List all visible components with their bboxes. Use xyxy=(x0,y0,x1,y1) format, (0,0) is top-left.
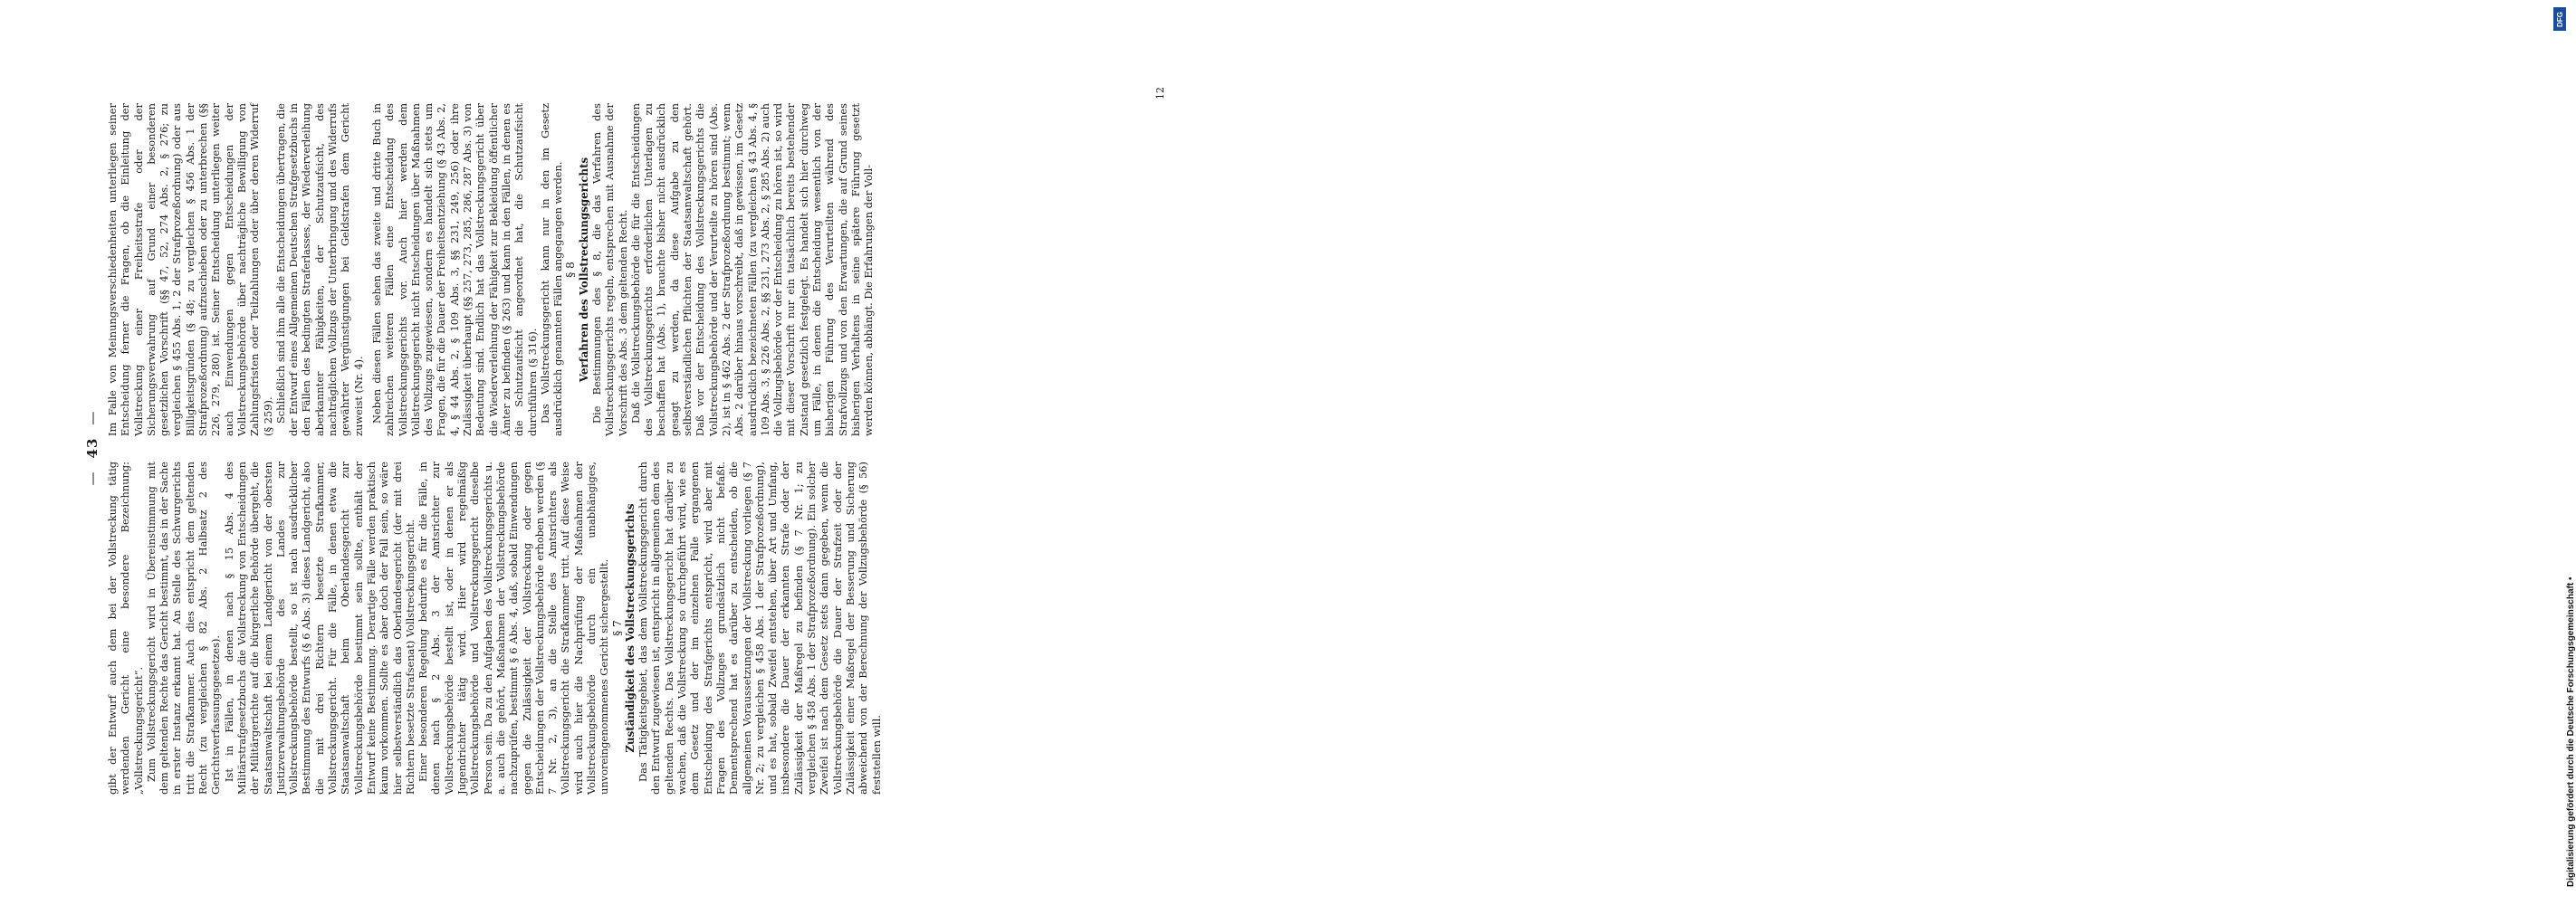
paragraph: Daß die Vollstreckungsbehörde die für die Entscheidungen des Vollstreckungsgerichts erforderlichen Unterlagen zu beschaffen hat (Abs. 1), brauchte bisher nicht ausdrücklich gesagt zu werden, da diese Aufgabe zu den selbstverständlichen Pflichten der Staatsanwaltschaft gehört. Daß vor der Entscheidung des Vollstreckungsgerichts die Vollstreckungsbehörde und der Verurteilte zu hören sind (Abs. 2), ist in § 462 Abs. 2 der Strafprozeßordnung bestimmt; wenn Abs. 2 darüber hinaus vorschreibt, daß in gewissen, im Gesetz ausdrücklich bezeichneten Fällen (zu vergleichen § 43 Abs. 4, § 109 Abs. 3, § 226 Abs. 2, §§ 231, 273 Abs. 2, § 285 Abs. 2) auch die Vollzugsbehörde vor der Entscheidung zu hören ist, so wird mit dieser Vorschrift nur ein tatsächlich bereits bestehender Zustand gesetzlich festgelegt. Es handelt sich hier durchweg um Fälle, in denen die Entscheidung wesentlich von der bisherigen Führung des Verurteilten während des Strafvollzugs und von den Erwartungen, die auf Grund seines bisherigen Verhaltens in seine spätere Führung gesetzt werden können, abhängt. Die Erfahrungen der Voll- xyxy=(628,103,876,436)
paragraph: Einer besonderen Regelung bedurfte es für die Fälle, in denen nach § 2 Abs. 3 der Amtsrichter zur Vollstreckungsbehörde bestellt ist, oder in denen er als Jugendrichter tätig wird. Hier wird regelmäßig Vollstreckungsbehörde und Vollstreckungsgericht dieselbe Person sein. Da zu den Aufgaben des Vollstreckungsgerichts u. a. auch die gehört, Maßnahmen der Vollstreckungsbehörde nachzuprüfen, bestimmt § 6 Abs. 4, daß, sobald Einwendungen gegen die Zulässigkeit der Vollstreckung oder gegen Entscheidungen der Vollstreckungsbehörde erhoben werden (§ 7 Nr. 2, 3), an die Stelle des Amtsrichters als Vollstreckungsgericht die Strafkammer tritt. Auf diese Weise wird auch hier die Nachprüfung der Maßnahmen der Vollstreckungsbehörde durch ein unabhängiges, unvoreingenommenes Gericht sichergestellt. xyxy=(417,462,611,795)
dfg-logo: DFG xyxy=(2553,7,2566,31)
section-heading: Zuständigkeit des Vollstreckungsgerichts xyxy=(623,503,637,753)
section-number: § 8 xyxy=(564,262,578,278)
paragraph: Im Falle von Meinungsverschiedenheiten unterliegen seiner Entscheidung ferner die Fragen, ob die Einleitung der Vollstreckung einer Freiheitsstrafe oder der Sicherungsverwahrung auf Grund einer besonderen gesetzlichen Vorschrift (§§ 47, 52, 274 Abs. 2, § 276; zu vergleichen § 455 Abs. 1, 2 der Strafprozeßordnung) oder aus Billigkeitsgründen (§ 48; zu vergleichen § 456 Abs. 1 der Strafprozeßordnung) aufzuschieben oder zu unterbrechen (§§ 226, 279, 280) ist. Seiner Entscheidung unterliegen weiter auch Einwendungen gegen Entscheidungen der Vollstreckungsbehörde über nachträgliche Bewilligung von Zahlungsfristen oder Teilzahlungen oder über deren Widerruf (§ 259). xyxy=(106,103,274,436)
left-column xyxy=(106,462,883,795)
document-page xyxy=(84,81,1180,814)
paragraph: Das Tätigkeitsgebiet, das dem Vollstreckungsgericht durch den Entwurf zugewiesen ist, entspricht in allgemeinen dem des geltenden Rechts. Das Vollstreckungsgericht hat darüber zu wachen, daß die Vollstreckung so durchgeführt wird, wie es dem Gesetz und der im einzelnen Falle ergangenen Entscheidung des Strafgerichts entspricht, wird aber mit Fragen des Vollzuges grundsätzlich nicht befaßt. Dementsprechend hat es darüber zu entscheiden, ob die allgemeinen Voraussetzungen der Vollstreckung vorliegen (§ 7 Nr. 2; zu vergleichen § 458 Abs. 1 der Strafprozeßordnung), und es hat, sobald Zweifel entstehen, über Art und Umfang, insbesondere die Dauer der erkannten Strafe oder der Zulässigkeit der Maßregel zu befinden (§ 7 Nr. 1; zu vergleichen § 458 Abs. 1 der Strafprozeßordnung). Ein solcher Zweifel ist nach dem Gesetz stets dann gegeben, wenn die Vollstreckungsbehörde die Dauer der Strafzeit oder der Zulässigkeit einer Maßregel der Besserung und Sicherung abweichend von der Berechnung der Vollzugsbehörde (§ 56) feststellen will. xyxy=(637,462,883,795)
page-header xyxy=(84,81,101,814)
paragraph: Neben diesen Fällen sehen das zweite und dritte Buch in zahlreichen weiteren Fällen eine Entscheidung des Vollstreckungsgerichts vor. Auch hier werden dem Vollstreckungsgericht nicht Entscheidungen über Maßnahmen des Vollzugs zugewiesen, sondern es handelt sich stets um Fragen, die für die Dauer der Freiheitsentziehung (§ 43 Abs. 2, 4, § 44 Abs. 2, § 109 Abs. 3, §§ 231, 249, 256) oder ihre Zulässigkeit überhaupt (§§ 257, 273, 285, 286, 287 Abs. 3) von Bedeutung sind. Endlich hat das Vollstreckungsgericht über die Wiederverleihung der Fähigkeit zur Bekleidung öffentlicher Ämter zu befinden (§ 263) und kann in den Fällen, in denen es die Schutzaufsicht angeordnet hat, die Schutzaufsicht durchführen (§ 316). xyxy=(369,103,539,436)
paragraph: Das Vollstreckungsgericht kann nur in den im Gesetz ausdrücklich genannten Fällen angegangen werden. xyxy=(538,103,565,436)
header-dash-left: — xyxy=(84,471,101,486)
attribution-strip xyxy=(1271,0,2576,905)
right-column xyxy=(106,103,876,436)
section-number: § 7 xyxy=(610,620,624,636)
digitization-credit: Digitalisierung gefördert durch die Deutsche Forschungsgemeinschaft • xyxy=(2566,576,2576,887)
header-dash-right: — xyxy=(84,410,101,425)
paragraph: Ist in Fällen, in denen nach § 15 Abs. 4 des Militärstrafgesetzbuchs die Vollstreckung von Entscheidungen der Militärgerichte auf die bürgerliche Behörde übergeht, die Staatsanwaltschaft bei einem Landgericht von der obersten Justizverwaltungsbehörde des Landes zur Vollstreckungsbehörde bestellt, so ist nach ausdrücklicher Bestimmung des Entwurfs (§ 6 Abs. 3) dieses Landgericht, also die mit drei Richtern besetzte Strafkammer, Vollstreckungsgericht. Für die Fälle, in denen etwa die Staatsanwaltschaft beim Oberlandesgericht zur Vollstreckungsbehörde bestimmt sein sollte, enthält der Entwurf keine Bestimmung. Derartige Fälle werden praktisch kaum vorkommen. Sollte es aber doch der Fall sein, so wäre hier selbstverständlich das Oberlandesgericht (der mit drei Richtern besetzte Strafsenat) Vollstreckungsgericht. xyxy=(222,462,417,795)
paragraph: Schließlich sind ihm alle die Entscheidungen übertragen, die der Entwurf eines Allgemeinen Deutschen Strafgesetzbuchs in den Fällen des bedingten Straferlasses, der Wiederverleihung aberkannter Fähigkeiten, der Schutzaufsicht, des nachträglichen Vollzugs der Unterbringung und des Widerrufs gewährter Vergünstigungen bei Geldstrafen dem Gericht zuweist (Nr. 4). xyxy=(273,103,365,436)
paragraph: Zum Vollstreckungsgericht wird in Übereinstimmung mit dem geltenden Rechte das Gericht bestimmt, das in der Sache in erster Instanz erkannt hat. An Stelle des Schwurgerichts tritt die Strafkammer. Auch dies entspricht dem geltenden Recht (zu vergleichen § 82 Abs. 2 Halbsatz 2 des Gerichtsverfassungsgesetzes). xyxy=(144,462,223,795)
page-number: 43 xyxy=(84,437,101,459)
signature-mark: 12 xyxy=(1154,87,1166,100)
paragraph: gibt der Entwurf auch dem bei der Vollstreckung tätig werdenden Gericht eine besondere Bezeichnung: „Vollstreckungsgericht“. xyxy=(106,462,145,795)
section-heading: Verfahren des Vollstreckungsgerichts xyxy=(577,157,590,383)
paragraph: Die Bestimmungen des § 8, die das Verfahren des Vollstreckungsgerichts regeln, entsprechen mit Ausnahme der Vorschrift des Abs. 3 dem geltenden Recht. xyxy=(589,103,629,436)
